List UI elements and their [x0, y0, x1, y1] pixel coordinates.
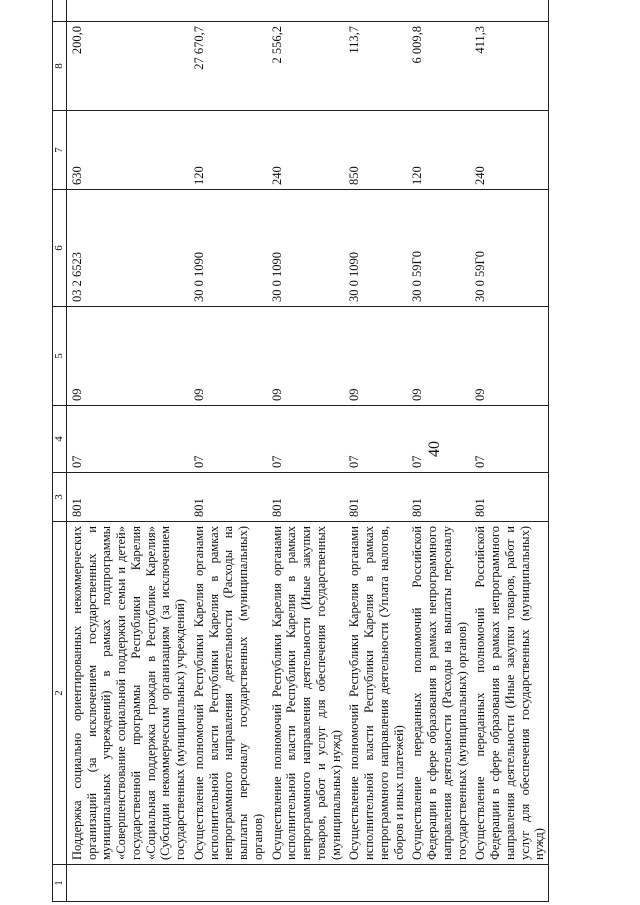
cell-subsection: 09: [66, 307, 189, 406]
cell-amount-1: 2 556,2: [267, 22, 345, 111]
cell-expense-type: 240: [267, 111, 345, 190]
table-row: [470, 0, 548, 902]
page-number: 40: [426, 441, 443, 457]
cell-section: 07: [189, 406, 267, 473]
cell-section: 07: [407, 406, 470, 473]
cell-amount-2: [344, 0, 407, 22]
cell-ministry-code: 801: [470, 473, 548, 522]
cell-expense-type: 240: [470, 111, 548, 190]
table-row: [189, 0, 267, 902]
cell-section: 07: [66, 406, 189, 473]
column-header-9: [53, 0, 67, 22]
cell-target-article: 30 0 59Г0: [407, 190, 470, 307]
cell-subsection: 09: [189, 307, 267, 406]
cell-number: [470, 865, 548, 902]
table-row: [407, 0, 470, 902]
cell-expense-type: 850: [344, 111, 407, 190]
cell-subsection: 09: [344, 307, 407, 406]
column-header-2: 2: [53, 522, 67, 865]
cell-amount-2: [470, 0, 548, 22]
cell-subsection: 09: [407, 307, 470, 406]
cell-section: 07: [470, 406, 548, 473]
cell-expense-type: 120: [407, 111, 470, 190]
table-row: [267, 0, 345, 902]
cell-expense-name: Поддержка социально ориентированных некоммерческих организаций (за исключением государственных и муниципальных учреждений) в рамках подпрограммы «Совершенствование социальной поддержки семьи и детей» государственной программы Республики Карелия «Социальная поддержка граждан в Республике Карелия» (Субсидии некоммерческим организациям (за исключением государственных (муниципальных) учреждений): [66, 522, 189, 865]
cell-target-article: 30 0 1090: [189, 190, 267, 307]
column-header-6: 6: [53, 190, 67, 307]
cell-expense-name: Осуществление переданных полномочий Российской Федерации в сфере образования в рамках непрограммного направления деятельности (Иные закупки товаров, работ и услуг для обеспечения государственных (муниципальных) нужд): [470, 522, 548, 865]
table-row: [344, 0, 407, 902]
cell-section: 07: [267, 406, 345, 473]
cell-section: 07: [344, 406, 407, 473]
rotated-table-container: [52, 12, 612, 902]
cell-expense-name: Осуществление полномочий Республики Карелия органами исполнительной власти Республики Карелия в рамках непрограммного направления деятельности (Уплата налогов, сборов и иных платежей): [344, 522, 407, 865]
cell-number: [267, 865, 345, 902]
budget-table: [52, 0, 549, 902]
cell-expense-name: Осуществление полномочий Республики Карелия органами исполнительной власти Республики Карелия в рамках непрограммного направления деятельности (Иные закупки товаров, работ и услуг для обеспечения государственных (муниципальных) нужд): [267, 522, 345, 865]
cell-ministry-code: 801: [189, 473, 267, 522]
cell-number: [66, 865, 189, 902]
cell-ministry-code: 801: [407, 473, 470, 522]
cell-number: [344, 865, 407, 902]
cell-amount-2: [407, 0, 470, 22]
cell-expense-name: Осуществление переданных полномочий Российской Федерации в сфере образования в рамках непрограммного направления деятельности (Расходы на выплаты персоналу государственных (муниципальных) органов): [407, 522, 470, 865]
cell-target-article: 03 2 6523: [66, 190, 189, 307]
cell-ministry-code: 801: [267, 473, 345, 522]
cell-amount-1: 411,3: [470, 22, 548, 111]
cell-amount-2: [267, 0, 345, 22]
cell-amount-1: 113,7: [344, 22, 407, 111]
column-header-3: 3: [53, 473, 67, 522]
column-header-4: 4: [53, 406, 67, 473]
cell-amount-1: 27 670,7: [189, 22, 267, 111]
cell-amount-2: [189, 0, 267, 22]
column-header-8: 8: [53, 22, 67, 111]
column-header-7: 7: [53, 111, 67, 190]
column-header-5: 5: [53, 307, 67, 406]
cell-expense-type: 630: [66, 111, 189, 190]
cell-expense-name: Осуществление полномочий Республики Карелия органами исполнительной власти Республики Карелия в рамках непрограммного направления деятельности (Расходы на выплаты персоналу государственных (муниципальных) органов): [189, 522, 267, 865]
cell-expense-type: 120: [189, 111, 267, 190]
table-row: [66, 0, 189, 902]
column-number-row: [53, 0, 67, 902]
cell-subsection: 09: [470, 307, 548, 406]
cell-amount-2: [66, 0, 189, 22]
column-header-1: 1: [53, 865, 67, 902]
cell-target-article: 30 0 59Г0: [470, 190, 548, 307]
cell-number: [189, 865, 267, 902]
cell-ministry-code: 801: [66, 473, 189, 522]
cell-subsection: 09: [267, 307, 345, 406]
cell-amount-1: 200,0: [66, 22, 189, 111]
cell-amount-1: 6 009,8: [407, 22, 470, 111]
cell-target-article: 30 0 1090: [267, 190, 345, 307]
cell-target-article: 30 0 1090: [344, 190, 407, 307]
cell-number: [407, 865, 470, 902]
cell-ministry-code: 801: [344, 473, 407, 522]
